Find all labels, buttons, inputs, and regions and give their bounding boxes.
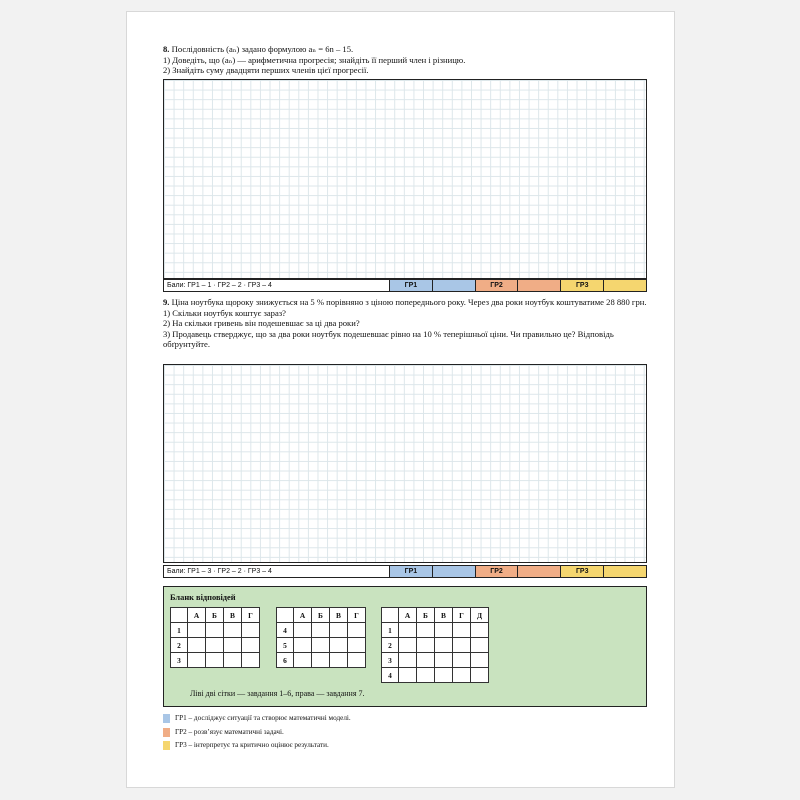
answer-cell[interactable] — [399, 668, 417, 683]
col-header: Б — [417, 608, 435, 623]
row-header: 1 — [171, 623, 188, 638]
score-cell-gr2: ГР2 — [476, 566, 519, 577]
answer-cell[interactable] — [399, 623, 417, 638]
answer-grid-3 — [381, 607, 489, 683]
answer-cell[interactable] — [224, 623, 242, 638]
answer-cell[interactable] — [471, 653, 489, 668]
row-header: 4 — [382, 668, 399, 683]
legend-gr1 — [163, 714, 351, 723]
col-header: Б — [312, 608, 330, 623]
row-header: 3 — [382, 653, 399, 668]
legend-gr3-text: ГР3 – інтерпретує та критично оцінює результати. — [175, 741, 329, 749]
answer-cell[interactable] — [242, 653, 260, 668]
grid-corner — [277, 608, 294, 623]
answer-cell[interactable] — [417, 668, 435, 683]
row-header: 5 — [277, 638, 294, 653]
col-header: А — [188, 608, 206, 623]
task-8-score-row — [163, 279, 647, 292]
task-8-score-label: Бали: ГР1 – 1 · ГР2 – 2 · ГР3 – 4 — [164, 280, 390, 291]
answer-cell[interactable] — [435, 653, 453, 668]
answer-cell[interactable] — [453, 623, 471, 638]
answer-grid-1 — [170, 607, 260, 668]
answer-cell[interactable] — [294, 623, 312, 638]
gr1-swatch — [163, 714, 170, 723]
col-header: Г — [453, 608, 471, 623]
score-cell-gr2-blank[interactable] — [518, 280, 561, 291]
task-9-score-label: Бали: ГР1 – 3 · ГР2 – 2 · ГР3 – 4 — [164, 566, 390, 577]
legend-gr2 — [163, 728, 284, 737]
row-header: 1 — [382, 623, 399, 638]
answer-cell[interactable] — [224, 638, 242, 653]
answer-cell[interactable] — [312, 653, 330, 668]
task-8-answer-grid[interactable] — [163, 79, 647, 279]
score-cell-gr3-blank[interactable] — [604, 566, 646, 577]
answer-cell[interactable] — [330, 623, 348, 638]
answer-sheet — [163, 586, 647, 707]
answer-cell[interactable] — [417, 638, 435, 653]
answer-cell[interactable] — [294, 653, 312, 668]
task-8-text — [163, 44, 647, 76]
answer-cell[interactable] — [242, 638, 260, 653]
answer-cell[interactable] — [435, 623, 453, 638]
grid-corner — [171, 608, 188, 623]
grid-corner — [382, 608, 399, 623]
answer-cell[interactable] — [188, 623, 206, 638]
task-8-question-1: 1) Доведіть, що (aₙ) — арифметична прогресія; знайдіть її перший член і різницю. — [163, 54, 466, 65]
score-cell-gr1: ГР1 — [390, 566, 433, 577]
row-header: 3 — [171, 653, 188, 668]
answer-cell[interactable] — [312, 638, 330, 653]
answer-cell[interactable] — [206, 653, 224, 668]
col-header: В — [330, 608, 348, 623]
col-header: В — [224, 608, 242, 623]
answer-cell[interactable] — [453, 668, 471, 683]
task-9-answer-grid[interactable] — [163, 364, 647, 563]
answer-cell[interactable] — [294, 638, 312, 653]
task-9-text — [163, 297, 647, 350]
answer-cell[interactable] — [330, 653, 348, 668]
task-8-statement: Послідовність (aₙ) задано формулою aₙ = 6n – 15. — [171, 44, 354, 54]
task-9-number: 9. — [163, 297, 170, 307]
col-header: Б — [206, 608, 224, 623]
score-cell-gr1-blank[interactable] — [433, 280, 476, 291]
row-header: 2 — [382, 638, 399, 653]
answer-cell[interactable] — [399, 653, 417, 668]
answer-cell[interactable] — [453, 638, 471, 653]
col-header: Г — [242, 608, 260, 623]
answer-cell[interactable] — [242, 623, 260, 638]
answer-cell[interactable] — [348, 653, 366, 668]
task-9-question-2: 2) На скільки гривень він подешевшає за ці два роки? — [163, 318, 360, 329]
answer-cell[interactable] — [312, 623, 330, 638]
answer-cell[interactable] — [348, 623, 366, 638]
answer-sheet-title: Бланк відповідей — [170, 593, 236, 602]
answer-cell[interactable] — [417, 623, 435, 638]
score-cell-gr1: ГР1 — [390, 280, 433, 291]
col-header: Д — [471, 608, 489, 623]
col-header: В — [435, 608, 453, 623]
task-8-question-2: 2) Знайдіть суму двадцяти перших членів цієї прогресії. — [163, 65, 369, 76]
answer-cell[interactable] — [435, 638, 453, 653]
answer-cell[interactable] — [435, 668, 453, 683]
answer-cell[interactable] — [471, 668, 489, 683]
answer-cell[interactable] — [348, 638, 366, 653]
worksheet-page — [127, 12, 674, 787]
answer-cell[interactable] — [188, 653, 206, 668]
answer-cell[interactable] — [188, 638, 206, 653]
score-cell-gr1-blank[interactable] — [433, 566, 476, 577]
legend-gr2-text: ГР2 – розв’язує математичні задачі. — [175, 728, 284, 736]
row-header: 4 — [277, 623, 294, 638]
answer-cell[interactable] — [471, 623, 489, 638]
col-header: Г — [348, 608, 366, 623]
legend-gr1-text: ГР1 – досліджує ситуації та створює математичні моделі. — [175, 714, 351, 722]
task-9-question-1: 1) Скільки ноутбук коштує зараз? — [163, 307, 286, 318]
answer-cell[interactable] — [330, 638, 348, 653]
row-header: 2 — [171, 638, 188, 653]
legend-gr3 — [163, 741, 329, 750]
col-header: А — [399, 608, 417, 623]
answer-cell[interactable] — [224, 653, 242, 668]
answer-cell[interactable] — [399, 638, 417, 653]
answer-cell[interactable] — [471, 638, 489, 653]
score-cell-gr2-blank[interactable] — [518, 566, 561, 577]
task-9-statement: Ціна ноутбука щороку знижується на 5 % порівняно з ціною попереднього року. Через два роки ноутбук коштуватиме 28 880 грн. — [171, 297, 647, 307]
answer-cell[interactable] — [206, 638, 224, 653]
score-cell-gr3-blank[interactable] — [604, 280, 646, 291]
task-9-question-3: 3) Продавець стверджує, що за два роки ноутбук подешевшає рівно на 10 % теперішньої ціни. Чи правильно це? Відповідь обґрунтуйте. — [163, 328, 614, 350]
col-header: А — [294, 608, 312, 623]
score-cell-gr3: ГР3 — [561, 566, 604, 577]
answer-grid-2 — [276, 607, 366, 668]
gr3-swatch — [163, 741, 170, 750]
task-8-number: 8. — [163, 44, 170, 54]
row-header: 6 — [277, 653, 294, 668]
gr2-swatch — [163, 728, 170, 737]
score-cell-gr2: ГР2 — [476, 280, 519, 291]
task-9-score-row — [163, 565, 647, 578]
answer-cell[interactable] — [206, 623, 224, 638]
answer-cell[interactable] — [417, 653, 435, 668]
score-cell-gr3: ГР3 — [561, 280, 604, 291]
answer-sheet-note: Ліві дві сітки — завдання 1–6, права — завдання 7. — [190, 689, 365, 698]
answer-cell[interactable] — [453, 653, 471, 668]
